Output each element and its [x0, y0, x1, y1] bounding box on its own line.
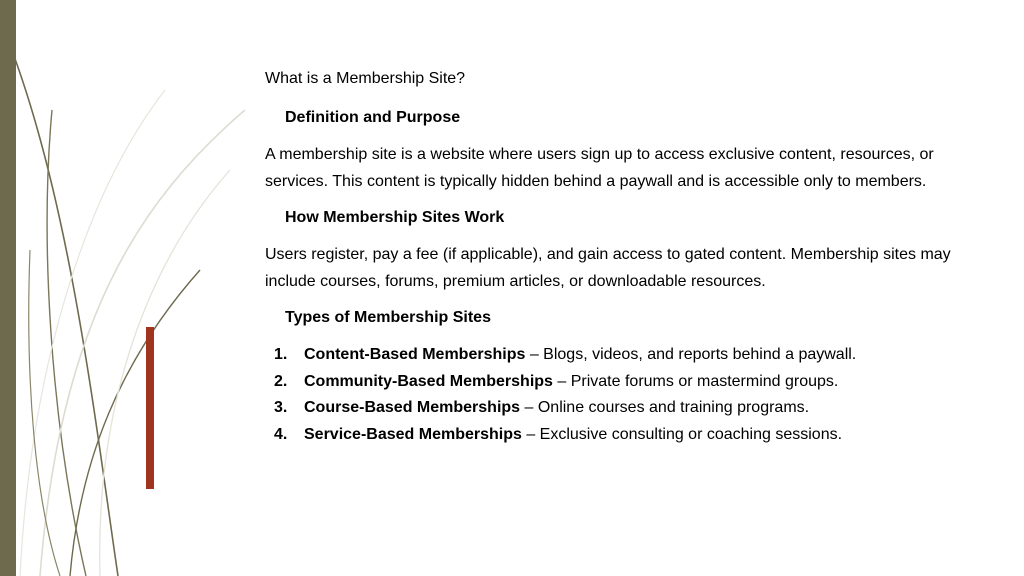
- heading-how-it-works: How Membership Sites Work: [285, 209, 505, 226]
- paragraph-definition: A membership site is a website where users sign up to access exclusive content, resources, or services. This content is typically hidden behind a paywall and is accessible only to members.: [265, 146, 934, 190]
- list-term: Course-Based Memberships: [304, 399, 521, 416]
- heading-types: Types of Membership Sites: [285, 309, 491, 326]
- types-list: [265, 342, 965, 448]
- heading-definition: Definition and Purpose: [285, 109, 461, 126]
- list-item: [265, 369, 965, 396]
- list-number: 1.: [274, 346, 288, 363]
- list-number: 2.: [274, 372, 288, 390]
- red-accent-bar: [146, 327, 154, 489]
- list-term: Content-Based Memberships: [304, 346, 526, 363]
- slide-content: [265, 66, 965, 448]
- list-number: 4.: [274, 425, 288, 443]
- list-description: – Exclusive consulting or coaching sessions.: [521, 425, 843, 443]
- list-item: [265, 395, 965, 422]
- list-description: – Online courses and training programs.: [520, 399, 810, 416]
- list-term: Service-Based Memberships: [304, 425, 522, 443]
- list-term: Community-Based Memberships: [304, 372, 553, 390]
- list-item: [265, 342, 965, 369]
- list-item: [265, 422, 965, 449]
- slide-lead-question: What is a Membership Site?: [265, 70, 466, 87]
- list-description: – Private forums or mastermind groups.: [552, 372, 839, 390]
- grass-decoration: [0, 0, 260, 576]
- list-number: 3.: [274, 399, 288, 416]
- paragraph-how-it-works: Users register, pay a fee (if applicable), and gain access to gated content. Membership sites may include courses, forums, premium articles, or downloadable resources.: [265, 246, 951, 290]
- list-description: – Blogs, videos, and reports behind a paywall.: [525, 346, 857, 363]
